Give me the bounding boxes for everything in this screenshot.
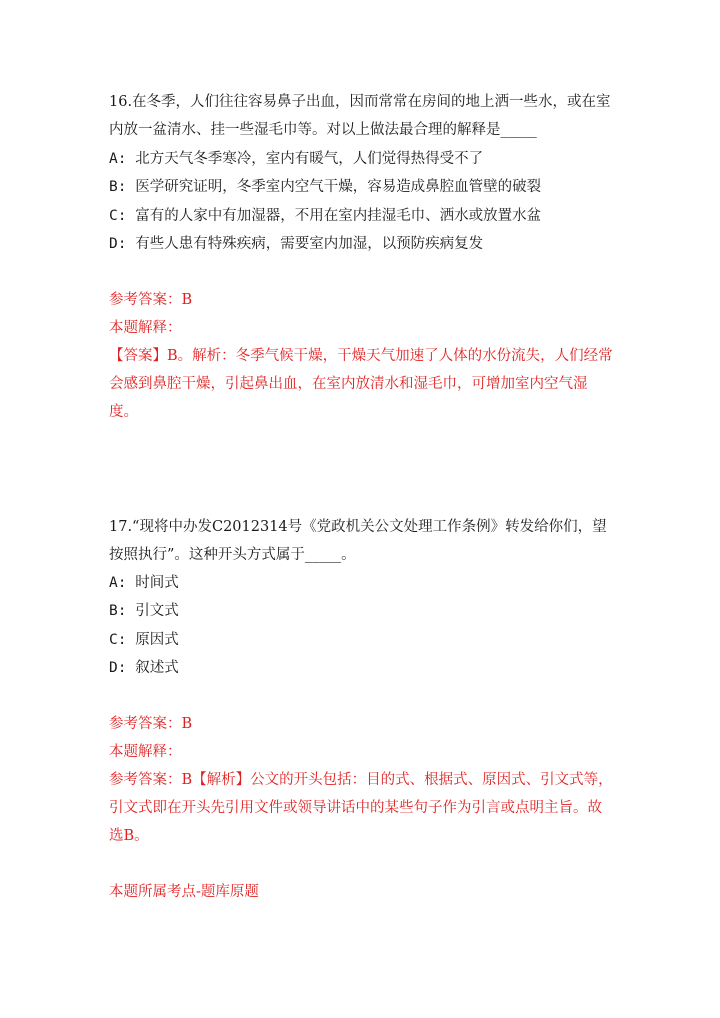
q16-answer: 参考答案：B (109, 292, 193, 308)
q16-explain-line-2: 会感到鼻腔干燥，引起鼻出血，在室内放清水和湿毛巾，可增加室内空气湿 (109, 376, 588, 392)
q17-answer: 参考答案：B (109, 716, 193, 732)
q17-option-d: D: 叙述式 (109, 660, 179, 676)
q17-stem-line-1: 17.“现将中办发C2012314号《党政机关公文处理工作条例》转发给你们，望 (109, 519, 607, 535)
q16-option-a: A: 北方天气冬季寒冷，室内有暖气，人们觉得热得受不了 (109, 151, 484, 167)
q17-option-c: C: 原因式 (109, 632, 179, 648)
q17-explain-title: 本题解释： (109, 744, 182, 760)
q17-stem-line-2: 按照执行”。这种开头方式属于_____。 (109, 547, 356, 563)
q16-option-c: C: 富有的人家中有加湿器，不用在室内挂湿毛巾、洒水或放置水盆 (109, 208, 542, 224)
q16-explain-line-1: 【答案】B。解析：冬季气候干燥，干燥天气加速了人体的水份流失，人们经常 (109, 348, 613, 364)
q16-stem-line-1: 16.在冬季，人们往往容易鼻子出血，因而常常在房间的地上洒一些水，或在室 (109, 94, 611, 110)
q16-option-b: B: 医学研究证明，冬季室内空气干燥，容易造成鼻腔血管壁的破裂 (109, 179, 542, 195)
topic-source-note: 本题所属考点-题库原题 (109, 884, 259, 900)
q16-explain-line-3: 度。 (109, 404, 138, 420)
q17-option-b: B: 引文式 (109, 603, 179, 619)
q16-option-d: D: 有些人患有特殊疾病，需要室内加湿，以预防疾病复发 (109, 236, 484, 252)
q17-option-a: A: 时间式 (109, 575, 179, 591)
q17-explain-line-1: 参考答案：B【解析】公文的开头包括：目的式、根据式、原因式、引文式等， (109, 772, 613, 788)
q16-stem-line-2: 内放一盆清水、挂一些湿毛巾等。对以上做法最合理的解释是_____ (109, 122, 537, 138)
q16-explain-title: 本题解释： (109, 320, 182, 336)
q17-explain-line-2: 引文式即在开头先引用文件或领导讲话中的某些句子作为引言或点明主旨。故 (109, 800, 602, 816)
q17-explain-line-3: 选B。 (109, 828, 149, 844)
